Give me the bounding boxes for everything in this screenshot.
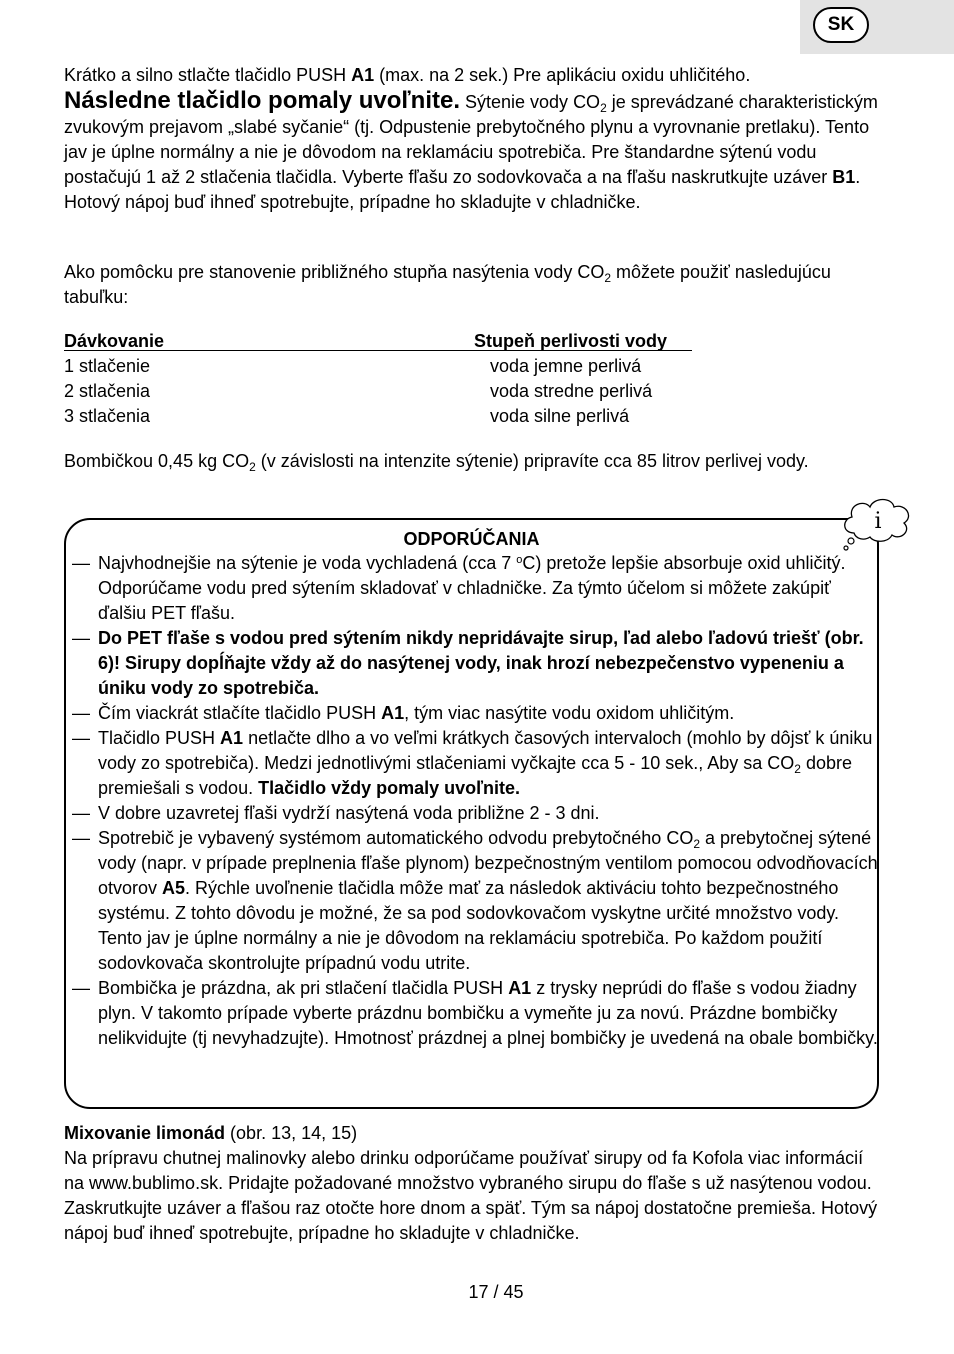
table-row: 3 stlačenia voda silne perlivá xyxy=(64,406,630,426)
mixing-section: Mixovanie limonád (obr. 13, 14, 15) Na prípravu chutnej malinovky alebo drinku odporúčame používať sirupy od fa Kofola viac informácií na www.bublimo.sk. Pridajte požadované množstvo vybraného sirupu do fľaše s už nasýtenou vodou. Zaskrutkujte uzáver a fľašou raz otočte hore dnom a späť. Tým sa nápoj dostatočne premieša. Hotový nápoj buď ihneď spotrebujte, prípadne ho skladujte v chladničke. xyxy=(64,1123,878,1243)
list-item: — Bombička je prázdna, ak pri stlačení tlačidla PUSH A1 z trysky neprúdi do fľaše s vodou žiadny plyn. V takomto prípade vyberte prázdnu bombičku a vymeňte ju za novú. Prázdne bombičky nelikvidujte (tj nevyhadzujte). Hmotnosť prázdnej a plnej bombičky je uvedená na obale bombičky. xyxy=(72,978,878,1048)
language-badge: SK xyxy=(813,7,869,43)
mixing-title: Mixovanie limonád xyxy=(64,1123,226,1143)
list-item: — Tlačidlo PUSH A1 netlačte dlho a vo veľmi krátkych časových intervaloch (mohlo by dôjsť k úniku vody zo spotrebiča). Medzi jednotlivými stlačeniami vyčkajte cca 5 - 10 sek., Aby sa $CO_2$ dobre premiešali s vodou. Tlačidlo vždy pomaly uvoľnite. xyxy=(72,728,873,798)
intro-paragraph: Krátko a silno stlačte tlačidlo PUSH A1 (max. na 2 sek.) Pre aplikáciu oxidu uhličitého. Následne tlačidlo pomaly uvoľnite. Sýtenie vody $CO_2$ je sprevádzané charakteristickým zvukovým prejavom „slabé syčanie“ (tj. Odpustenie prebytočného plynu a vyrovnanie pretlaku). Tento jav je úplne normálny a nie je dôvodom na reklamáciu spotrebiča. Pre štandardne sýtenú vodu postačujú 1 až 2 stlačenia tlačidla. Vyberte fľašu zo sodovkovača a na fľašu naskrutkujte uzáver B1. Hotový nápoj buď ihneď spotrebujte, prípadne ho skladujte v chladničke. xyxy=(64,65,878,212)
capacity-paragraph: Bombičkou 0,45 kg $CO_2$ (v závislosti na intenzite sýtenie) pripravíte cca 85 litrov perlivej vody. xyxy=(64,451,809,474)
recommendations-list xyxy=(72,551,880,1051)
list-item: — V dobre uzavretej fľaši vydrží nasýtená voda približne 2 - 3 dni. xyxy=(72,803,600,823)
dosage-table xyxy=(64,329,704,429)
recommendations-title: ODPORÚČANIA xyxy=(403,529,540,549)
list-item: — Spotrebič je vybavený systémom automatického odvodu prebytočného $CO_2$ a prebytočnej sýtené vody (napr. v prípade preplnenia fľaše plynom) bezpečnostným ventilom pomocou odvodňovacích otvorov A5. Rýchle uvoľnenie tlačidla môže mať za následok aktiváciu tohto bezpečnostného systému. Z tohto dôvodu je možné, že sa pod sodovkovačom vyskytne určité množstvo vody. Tento jav je úplne normálny a nie je dôvodom na reklamáciu spotrebiča. Po každom použití sodovkovača skontrolujte prípadnú vodu utrite. xyxy=(72,828,878,973)
table-header xyxy=(64,329,704,354)
release-slowly-heading: Následne tlačidlo pomaly uvoľnite. xyxy=(64,87,460,114)
table-header-rule xyxy=(64,350,692,351)
list-item: — Čím viackrát stlačíte tlačidlo PUSH A1, tým viac nasýtite vodu oxidom uhličitým. xyxy=(72,703,735,723)
table-row: 2 stlačenia voda stredne perlivá xyxy=(64,381,653,401)
list-item: — Najvhodnejšie na sýtenie je voda vychladená (cca 7 $^o$C) pretože lepšie absorbuje oxid uhličitý. Odporúčame vodu pred sýtením skladovať v chladničke. Za týmto účelom si môžete zakúpiť ďalšiu PET fľašu. xyxy=(72,553,846,623)
table-intro-paragraph: Ako pomôcku pre stanovenie približného stupňa nasýtenia vody $CO_2$ môžete použiť nasledujúcu tabuľku: xyxy=(64,262,831,307)
info-letter: i xyxy=(874,509,882,534)
page-number: 17 / 45 xyxy=(468,1282,524,1302)
language-tab xyxy=(800,0,954,54)
list-item: — Do PET fľaše s vodou pred sýtením nikdy nepridávajte sirup, ľad alebo ľadovú triešť (obr. 6)! Sirupy dopĺňajte vždy až do nasýtenej vody, inak hrozí nebezpečenstvo vypeneniu a úniku vody zo spotrebiča. xyxy=(72,628,864,698)
table-row: 1 stlačenie voda jemne perlivá xyxy=(64,356,642,376)
table-header-level: Stupeň perlivosti vody xyxy=(474,331,668,351)
table-header-dosage: Dávkovanie xyxy=(64,331,165,351)
mixing-text: Na prípravu chutnej malinovky alebo drinku odporúčame používať sirupy od fa Kofola viac informácií na www.bublimo.sk. Pridajte požadované množstvo vybraného sirupu do fľaše s už nasýtenou vodou. Zaskrutkujte uzáver a fľašou raz otočte hore dnom a späť. Tým sa nápoj dostatočne premieša. Hotový nápoj buď ihneď spotrebujte, prípadne ho skladujte v chladničke. xyxy=(64,1148,878,1243)
